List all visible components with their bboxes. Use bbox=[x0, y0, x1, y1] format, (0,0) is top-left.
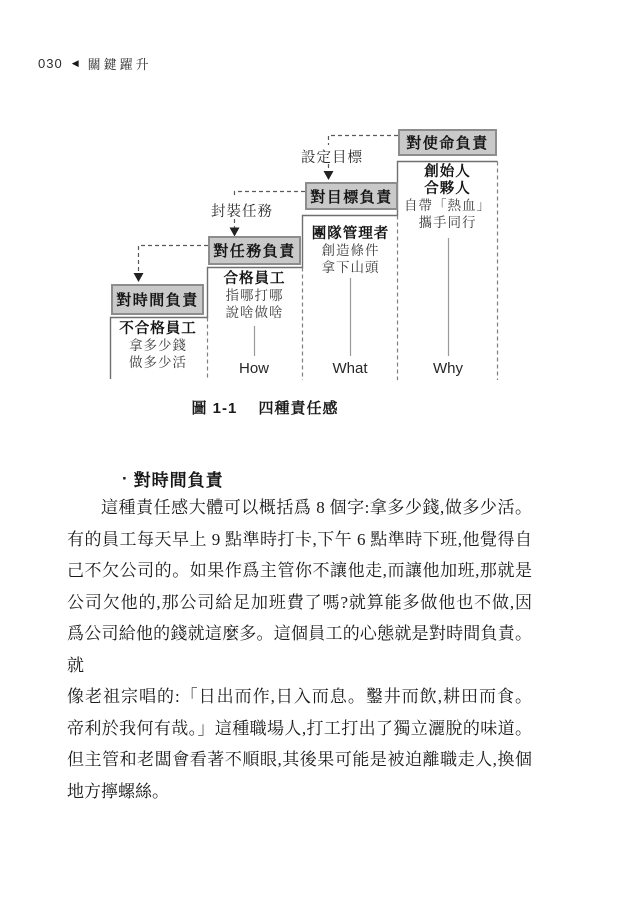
arrow-down-icon bbox=[134, 273, 144, 282]
keyword-how: How bbox=[238, 360, 269, 377]
column-goals bbox=[303, 226, 398, 276]
box-responsible-for-mission: 對使命負責 bbox=[398, 129, 497, 156]
column-detail: 說啥做啥 bbox=[225, 304, 284, 320]
section-heading-text: 對時間負責 bbox=[133, 471, 224, 490]
column-mission bbox=[398, 164, 497, 231]
column-detail: 指哪打哪 bbox=[225, 288, 284, 303]
column-role-lines bbox=[398, 164, 497, 198]
column-detail-lines bbox=[207, 288, 302, 321]
paragraph-line: 像老祖宗唱的:「日出而作,日入而息。鑿井而飲,耕田而食。 bbox=[67, 687, 532, 706]
page-number: 030 bbox=[38, 56, 63, 71]
box-responsible-for-goals: 對目標負責 bbox=[305, 182, 398, 210]
column-time bbox=[109, 321, 207, 371]
connector-task-to-time bbox=[139, 246, 209, 273]
figure-four-responsibilities bbox=[0, 0, 632, 430]
bullet-dot: · bbox=[122, 468, 129, 488]
column-detail: 拿多少錢 bbox=[129, 338, 187, 353]
column-role: 合夥人 bbox=[424, 181, 471, 197]
paragraph-line: 地方擰螺絲。 bbox=[67, 781, 169, 801]
paragraph-line: 爲公司給他的錢就這麼多。這個員工的心態就是對時間負責。就 bbox=[67, 624, 532, 675]
connector-label-encapsulate-tasks: 封裝任務 bbox=[211, 204, 273, 220]
section-heading bbox=[122, 466, 224, 491]
box-responsible-for-tasks: 對任務負責 bbox=[208, 236, 301, 265]
column-detail-lines bbox=[398, 198, 497, 231]
paragraph-line: 有的員工每天早上 9 點準時打卡,下午 6 點準時下班,他覺得自 bbox=[67, 529, 532, 549]
caption-title: 四種責任感 bbox=[258, 400, 339, 417]
keyword-what: What bbox=[332, 360, 368, 377]
column-role-lines bbox=[303, 226, 398, 243]
paragraph-line: 這種責任感大體可以概括爲 8 個字:拿多少錢,做多少活。 bbox=[101, 498, 532, 517]
paragraph bbox=[67, 492, 532, 807]
book-title: 關鍵躍升 bbox=[87, 57, 152, 72]
column-detail: 攜手同行 bbox=[418, 214, 477, 230]
keyword-why: Why bbox=[433, 360, 463, 377]
column-role-lines bbox=[207, 271, 302, 288]
column-role-lines bbox=[109, 321, 207, 338]
connector-goal-to-task bbox=[235, 192, 306, 199]
column-role: 創始人 bbox=[424, 164, 471, 180]
column-detail: 做多少活 bbox=[129, 354, 187, 370]
column-detail-lines bbox=[303, 243, 398, 276]
column-role: 不合格員工 bbox=[119, 321, 197, 337]
column-role: 團隊管理者 bbox=[311, 226, 390, 242]
column-detail: 自帶「熱血」 bbox=[404, 198, 491, 213]
column-tasks bbox=[207, 271, 302, 321]
paragraph-line: 但主管和老闆會看著不順眼,其後果可能是被迫離職走人,換個 bbox=[67, 750, 532, 769]
left-triangle-icon: ◀ bbox=[71, 58, 79, 68]
connector-mission-to-goal bbox=[329, 136, 399, 146]
paragraph-line: 己不欠公司的。如果作爲主管你不讓他走,而讓他加班,那就是 bbox=[67, 561, 532, 580]
figure-caption bbox=[0, 397, 530, 418]
column-role: 合格員工 bbox=[223, 271, 286, 287]
box-responsible-for-time: 對時間負責 bbox=[111, 284, 204, 315]
column-detail: 拿下山頭 bbox=[321, 259, 380, 275]
paragraph-line: 公司欠他的,那公司給足加班費了嗎?就算能多做他也不做,因 bbox=[67, 592, 532, 612]
column-detail-lines bbox=[109, 338, 207, 371]
connector-label-set-goals: 設定目標 bbox=[301, 150, 363, 166]
arrow-down-icon bbox=[324, 171, 334, 180]
caption-number: 圖 1-1 bbox=[191, 400, 238, 417]
column-detail: 創造條件 bbox=[321, 243, 380, 258]
paragraph-line: 帝利於我何有哉。」這種職場人,打工打出了獨立灑脫的味道。 bbox=[67, 718, 532, 738]
